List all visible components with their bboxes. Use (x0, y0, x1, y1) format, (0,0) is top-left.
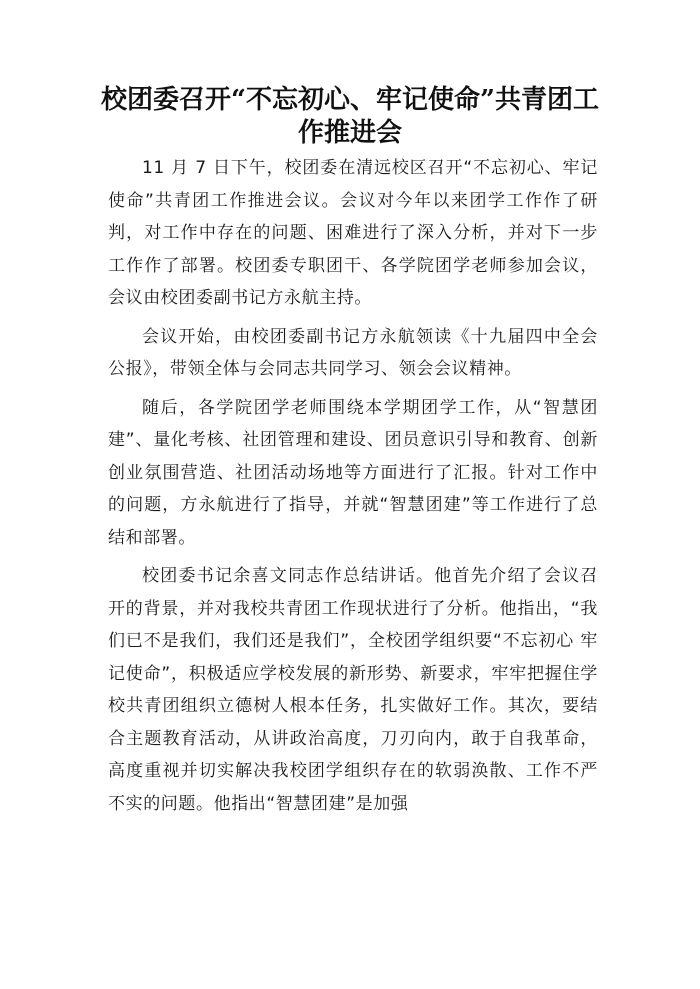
paragraph-4: 校团委书记余喜文同志作总结讲话。他首先介绍了会议召开的背景，并对我校共青团工作现状进行了分析。他指出，“我们已不是我们，我们还是我们”，全校团学组织要“不忘初心 牢记使命”，积极适应学校发展的新形势、新要求，牢牢把握住学校共青团组织立德树人根本任务，扎实做好工作。其次，要结合主题教育活动，从讲政治高度，刀刃向内，敢于自我革命，高度重视并切实解决我校团学组织存在的软弱涣散、工作不严不实的问题。他指出“智慧团建”是加强 (108, 566, 598, 814)
document-body (108, 152, 598, 826)
paragraph-1: 11 月 7 日下午，校团委在清远校区召开“不忘初心、牢记使命”共青团工作推进会议。会议对今年以来团学工作作了研判，对工作中存在的问题、困难进行了深入分析，并对下一步工作作了部署。校团委专职团干、各学院团学老师参加会议，会议由校团委副书记方永航主持。 (108, 158, 598, 308)
paragraph-3: 随后，各学院团学老师围绕本学期团学工作，从“智慧团建”、量化考核、社团管理和建设、团员意识引导和教育、创新创业氛围营造、社团活动场地等方面进行了汇报。针对工作中的问题，方永航进行了指导，并就“智慧团建”等工作进行了总结和部署。 (108, 397, 598, 548)
paragraph-2: 会议开始，由校团委副书记方永航领读《十九届四中全会公报》，带领全体与会同志共同学习、领会会议精神。 (108, 326, 598, 379)
document-title: 校团委召开“不忘初心、牢记使命”共青团工作推进会 (101, 85, 599, 148)
